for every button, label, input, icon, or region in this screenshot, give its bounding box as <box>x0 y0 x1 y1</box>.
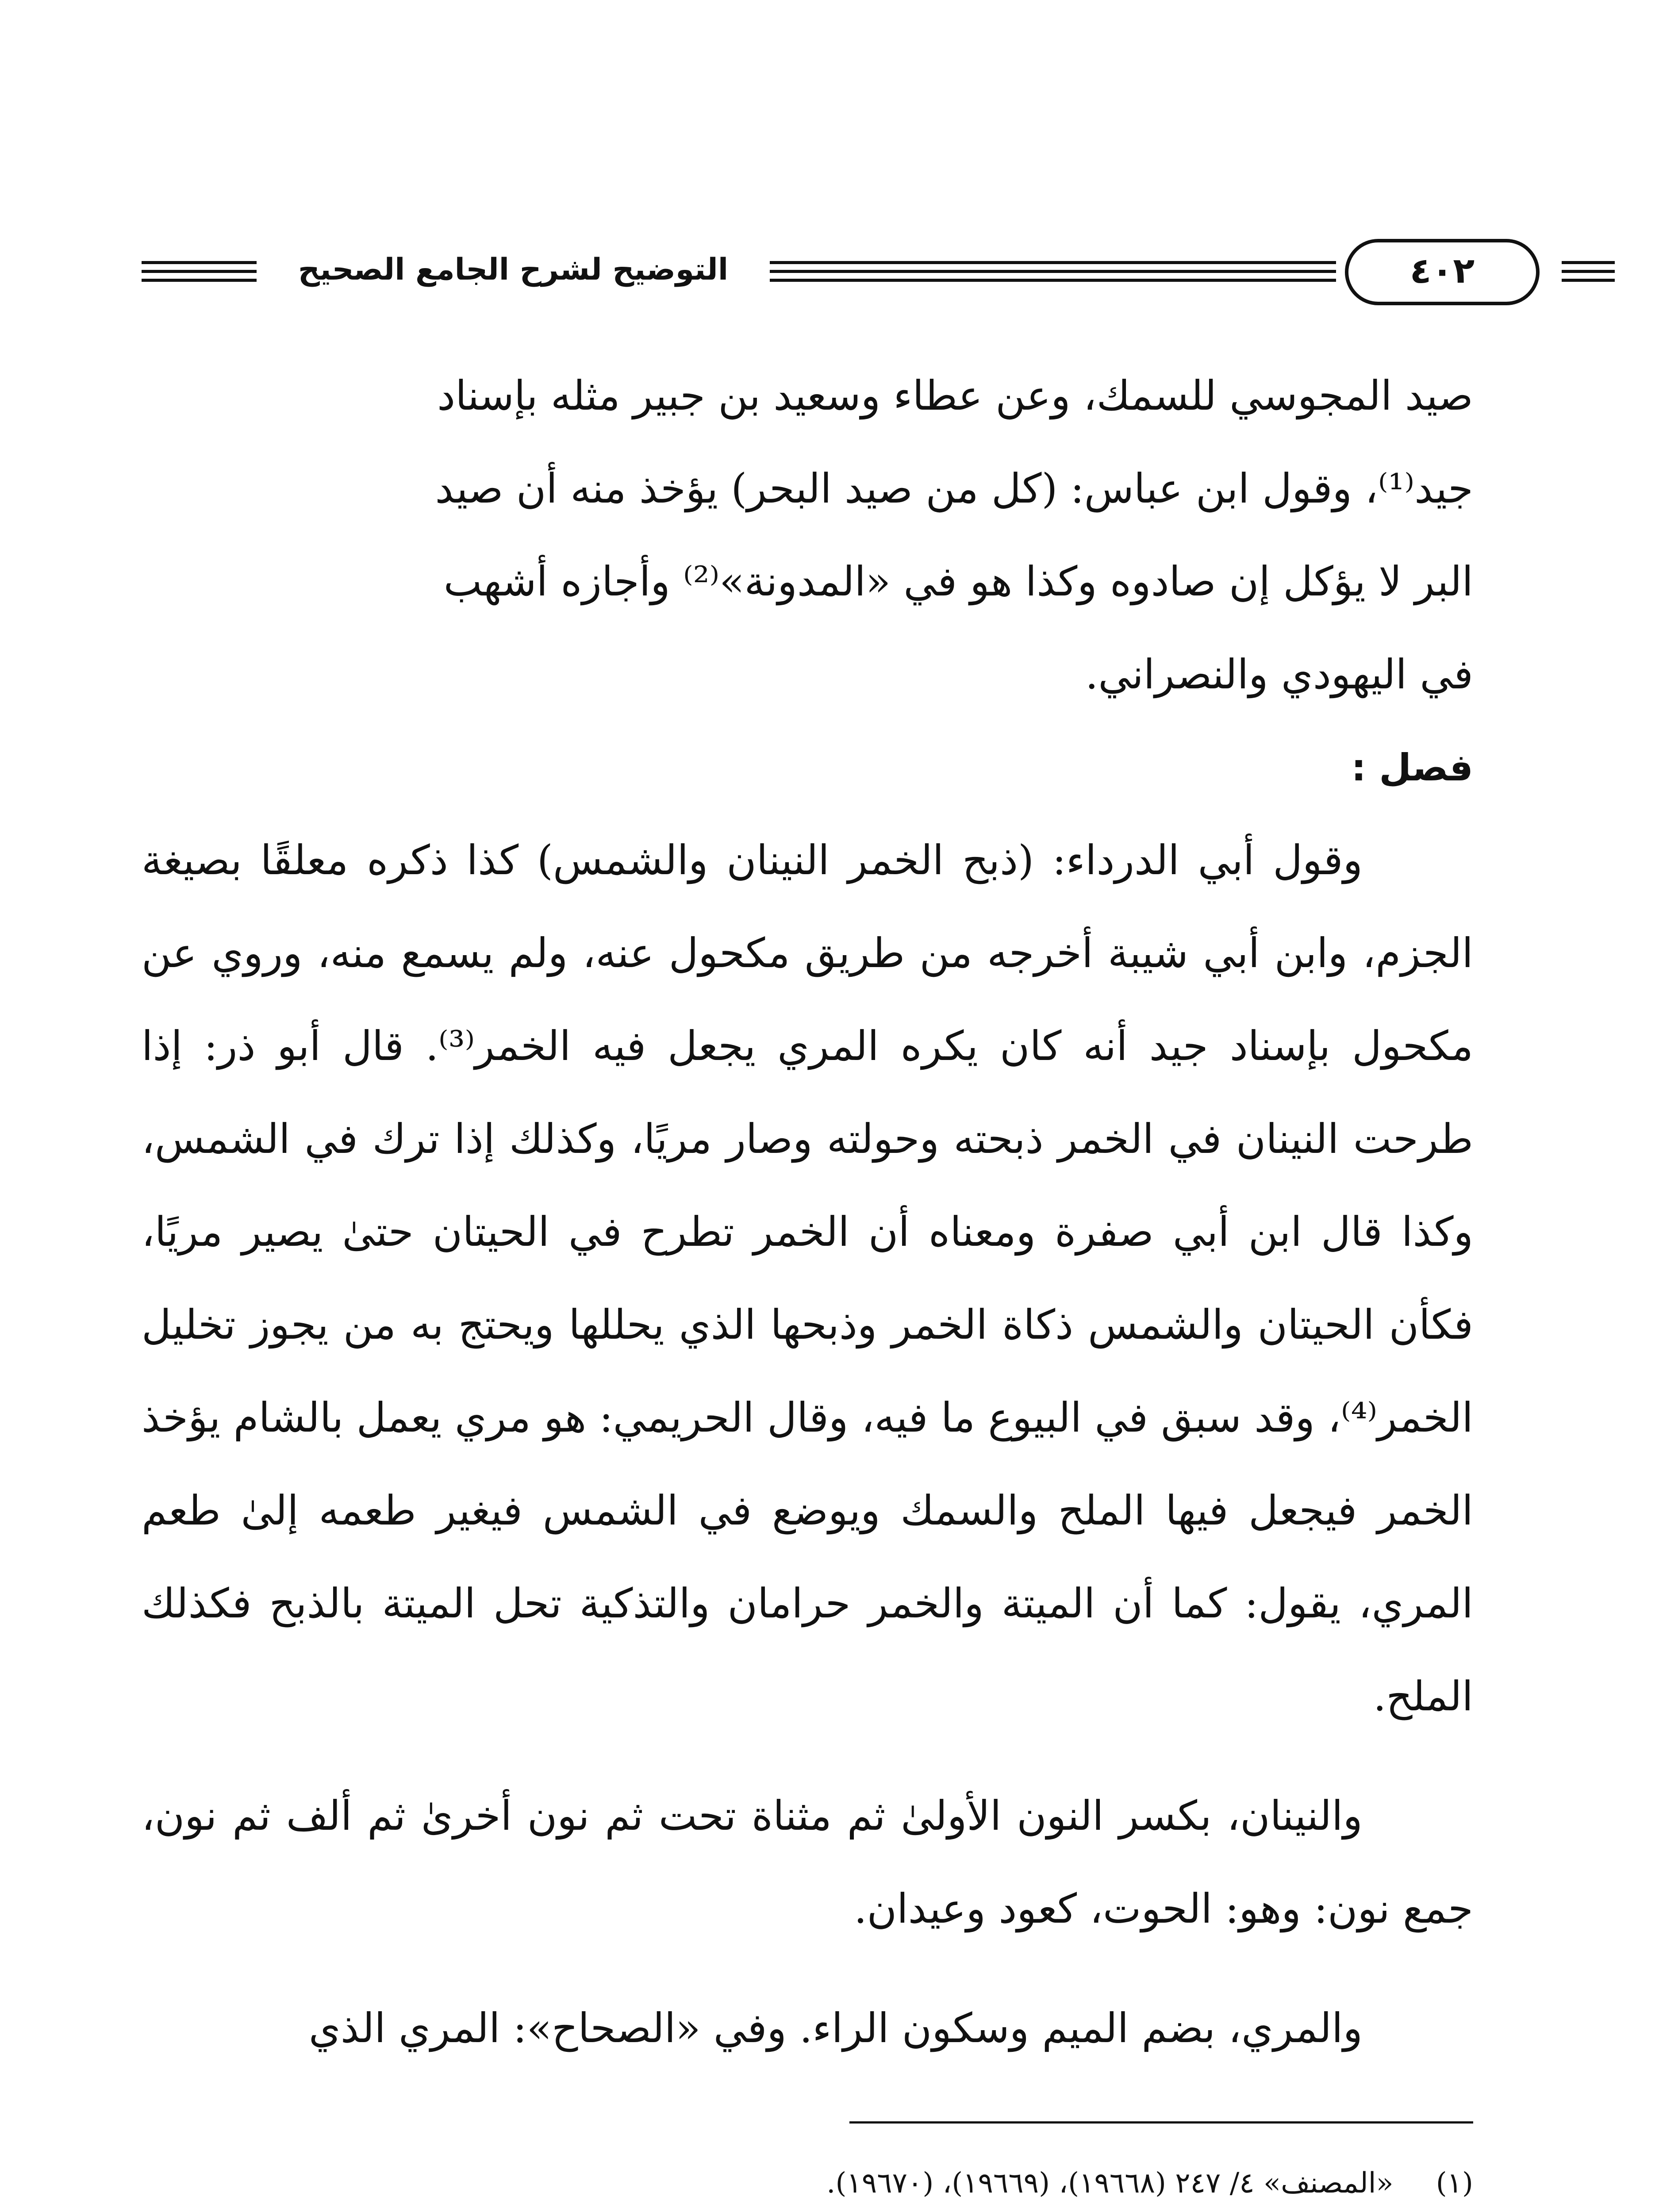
book-title: التوضيح لشرح الجامع الصحيح <box>298 252 729 287</box>
text-line: البر لا يؤكل إن صادوه وكذا هو في «المدونة»⁽²⁾ وأجازه أشهب <box>443 558 1473 605</box>
page-number-badge <box>1345 239 1540 305</box>
running-header <box>142 239 1517 310</box>
paragraph: والنينان، بكسر النون الأولىٰ ثم مثناة تحت ثم نون أخرىٰ ثم ألف ثم نون، جمع نون: وهو: الحوت، كعود وعيدان. <box>142 1792 1473 1932</box>
paragraph: وقول أبي الدرداء: (ذبح الخمر النينان والشمس) كذا ذكره معلقًا بصيغة الجزم، وابن أبي شيبة أخرجه من طريق مكحول عنه، ولم يسمع منه، وروي عن مكحول بإسناد جيد أنه كان يكره المري يجعل فيه الخمر⁽³⁾. قال أبو ذر: إذا طرحت النينان في الخمر ذبحته وحولته وصار مريًا، وكذلك إذا ترك في الشمس، وكذا قال ابن أبي صفرة ومعناه أن الخمر تطرح في الحيتان حتىٰ يصير مريًا، فكأن الحيتان والشمس ذكاة الخمر وذبحها الذي يحللها ويحتج به من يجوز تخليل الخمر⁽⁴⁾، وقد سبق في البيوع ما فيه، وقال الحريمي: هو مري يعمل بالشام يؤخذ الخمر فيجعل فيها الملح والسمك ويوضع في الشمس فيغير طعمه إلىٰ طعم المري، يقول: كما أن الميتة والخمر حرامان والتذكية تحل الميتة بالذبح فكذلك الملح. <box>142 837 1473 1720</box>
page-number: ٤٠٢ <box>1409 250 1475 291</box>
header-rule-middle <box>770 270 1336 273</box>
footnote-text: «المصنف» ٤/ ٢٤٧ (١٩٦٦٨)، (١٩٦٦٩)، (١٩٦٧٠). <box>826 2167 1394 2200</box>
text-line: صيد المجوسي للسمك، وعن عطاء وسعيد بن جبير مثله بإسناد <box>437 372 1473 419</box>
header-rule-left <box>142 270 257 273</box>
footnote-number: (١) <box>1436 2167 1473 2200</box>
text-line: في اليهودي والنصراني. <box>1085 651 1473 698</box>
header-rule-right <box>1562 261 1615 264</box>
header-rule-right <box>1562 270 1615 273</box>
footnote <box>142 2150 1473 2212</box>
main-text <box>142 349 1473 2075</box>
header-rule-left <box>142 261 257 264</box>
header-rule-middle <box>770 261 1336 264</box>
header-rule-right <box>1562 279 1615 282</box>
text-line: جيد⁽¹⁾، وقول ابن عباس: (كل من صيد البحر) يؤخذ منه أن صيد <box>435 465 1473 512</box>
header-rule-left <box>142 279 257 282</box>
footnotes <box>142 2150 1473 2212</box>
paragraph: والمري، بضم الميم وسكون الراء. وفي «الصحاح»: المري الذي <box>308 2005 1363 2052</box>
header-rule-middle <box>770 279 1336 282</box>
section-title: فصل : <box>1351 746 1473 789</box>
footnote-separator <box>849 2121 1473 2124</box>
